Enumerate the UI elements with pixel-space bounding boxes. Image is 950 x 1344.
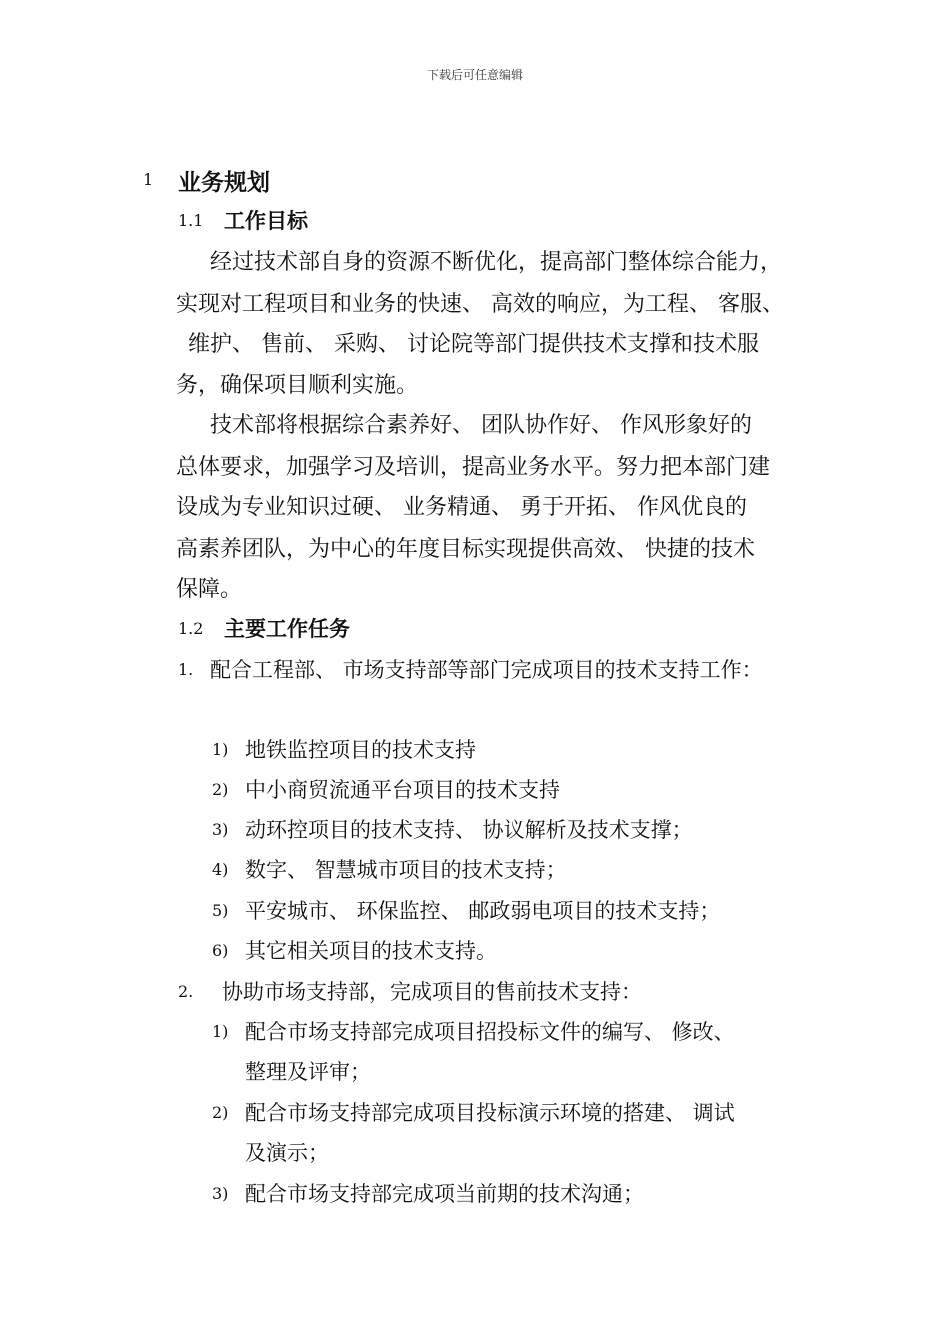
list-number: 2. — [178, 982, 194, 1001]
subsection-title: 工作目标 — [224, 209, 308, 233]
sublist-item-continuation: 及演示； — [245, 1141, 329, 1165]
list-item: 协助市场支持部，完成项目的售前技术支持： — [222, 980, 642, 1004]
paragraph-line: 实现对工程项目和业务的快速、 高效的响应，为工程、 客服、 — [176, 292, 784, 317]
sublist-item: 地铁监控项目的技术支持 — [245, 738, 476, 762]
subsection-title: 主要工作任务 — [224, 617, 350, 641]
sublist-number: 1) — [212, 740, 229, 759]
sublist-item: 配合市场支持部完成项目投标演示环境的搭建、 调试 — [245, 1101, 735, 1125]
sublist-item: 动环控项目的技术支持、 协议解析及技术支撑； — [245, 818, 693, 842]
sublist-number: 1) — [212, 1022, 229, 1041]
paragraph-line: 技术部将根据综合素养好、 团队协作好、 作风形象好的 — [210, 413, 752, 438]
list-item: 配合工程部、 市场支持部等部门完成项目的技术支持工作： — [210, 658, 763, 682]
subsection-number: 1.2 — [178, 619, 204, 638]
sublist-item: 平安城市、 环保监控、 邮政弱电项目的技术支持； — [245, 899, 721, 923]
subsection-number: 1.1 — [178, 211, 204, 230]
paragraph-line: 设成为专业知识过硬、 业务精通、 勇于开拓、 作风优良的 — [176, 495, 747, 520]
list-number: 1. — [178, 660, 194, 679]
sublist-number: 3) — [212, 820, 229, 839]
sublist-item: 其它相关项目的技术支持。 — [245, 939, 497, 963]
sublist-number: 2) — [212, 1103, 229, 1122]
sublist-item: 数字、 智慧城市项目的技术支持； — [245, 858, 567, 882]
section-title: 业务规划 — [178, 170, 270, 196]
paragraph-line: 总体要求，加强学习及培训，提高业务水平。努力把本部门建 — [176, 455, 771, 480]
sublist-item-continuation: 整理及评审； — [245, 1060, 371, 1084]
sublist-item: 配合市场支持部完成项目招投标文件的编写、 修改、 — [245, 1020, 735, 1044]
sublist-number: 4) — [212, 860, 229, 879]
section-number: 1 — [143, 170, 154, 189]
sublist-item: 配合市场支持部完成项当前期的技术沟通； — [245, 1182, 644, 1206]
sublist-number: 6) — [212, 941, 229, 960]
paragraph-line: 维护、 售前、 采购、 讨论院等部门提供技术支撑和技术服 — [188, 332, 759, 357]
header-note: 下载后可任意编辑 — [426, 68, 523, 82]
sublist-number: 5) — [212, 901, 229, 920]
sublist-number: 3) — [212, 1184, 229, 1203]
paragraph-line: 保障。 — [176, 577, 243, 602]
sublist-number: 2) — [212, 780, 229, 799]
sublist-item: 中小商贸流通平台项目的技术支持 — [245, 778, 560, 802]
paragraph-line: 务，确保项目顺利实施。 — [176, 373, 419, 398]
paragraph-line: 经过技术部自身的资源不断优化，提高部门整体综合能力， — [210, 250, 783, 275]
paragraph-line: 高素养团队，为中心的年度目标实现提供高效、 快捷的技术 — [176, 537, 755, 562]
